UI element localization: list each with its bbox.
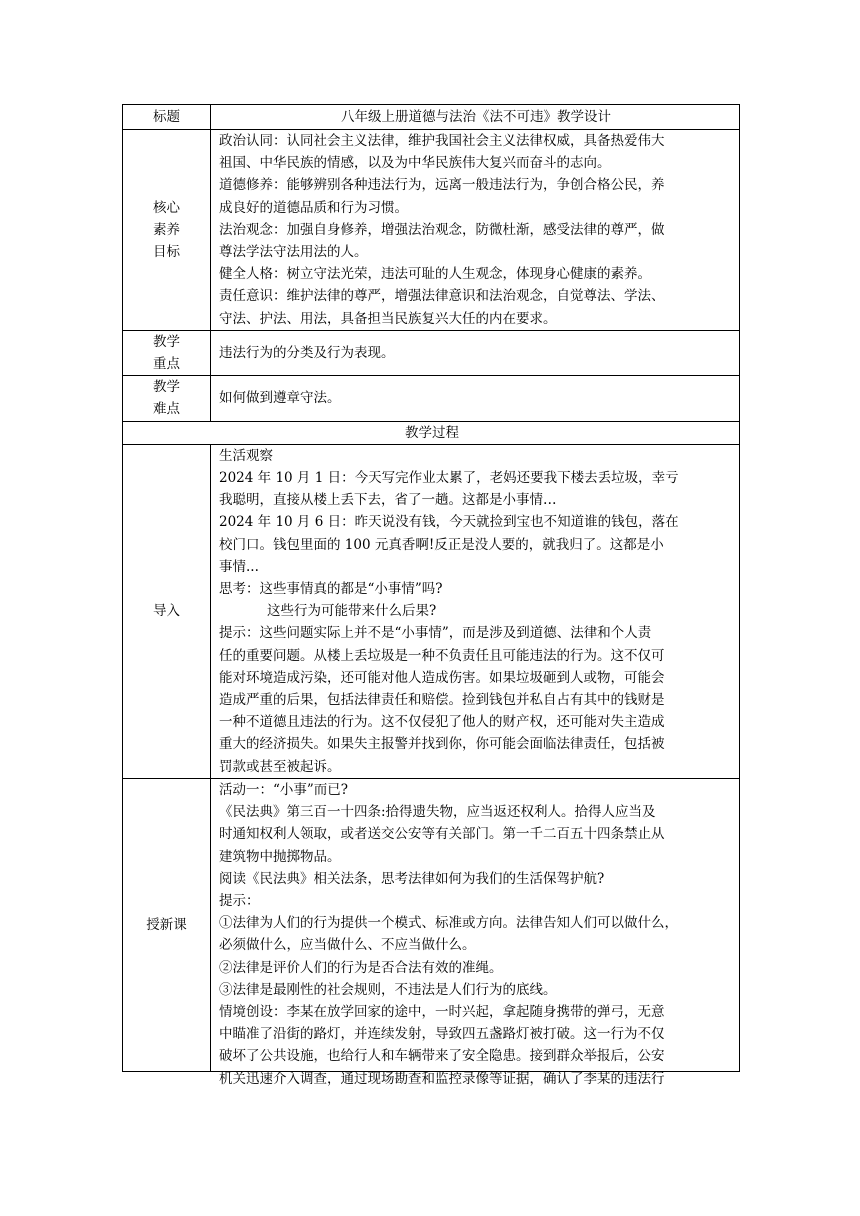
new-lesson-text-line: 《民法典》第三百一十四条:拾得遗失物，应当返还权利人。拾得人应当及: [219, 804, 656, 821]
new-lesson-clip: [219, 779, 733, 1087]
intro-text-line: 生活观察: [219, 447, 273, 464]
new-lesson-text-line: 建筑物中抛掷物品。: [219, 848, 341, 865]
new-lesson-text-line: 情境创设：李某在放学回家的途中，一时兴起，拿起随身携带的弹弓，无意: [219, 1003, 665, 1020]
new-lesson-label: 授新课: [123, 778, 211, 1071]
difficulty-content: 如何做到遵章守法。: [211, 376, 740, 421]
goals-text-line: 成良好的道德品质和行为习惯。: [219, 199, 408, 216]
intro-text-line: 我聪明，直接从楼上丢下去，省了一趟。这都是小事情…: [219, 492, 557, 509]
difficulty-label: [123, 376, 211, 421]
key-point-label-line: 重点: [153, 356, 180, 373]
goals-label-line: 目标: [153, 244, 180, 261]
difficulty-label-line: 教学: [153, 379, 180, 396]
new-lesson-text-line: 破坏了公共设施，也给行人和车辆带来了安全隐患。接到群众举报后，公安: [219, 1048, 665, 1065]
key-point-content: 违法行为的分类及行为表现。: [211, 330, 740, 375]
goals-text-line: 责任意识：维护法律的尊严，增强法律意识和法治观念，自觉尊法、学法、: [219, 288, 665, 305]
new-lesson-text-line: 必须做什么，应当做什么、不应当做什么。: [219, 937, 476, 954]
intro-text-line: 提示：这些问题实际上并不是“小事情”，而是涉及到道德、法律和个人责: [219, 625, 652, 642]
goals-label: [123, 130, 211, 331]
goals-text-line: 道德修养：能够辨别各种违法行为，远离一般违法行为，争创合格公民，养: [219, 177, 665, 194]
intro-content: [211, 444, 740, 778]
intro-row: [123, 444, 740, 778]
intro-text-line: 思考：这些事情真的都是“小事情”吗?: [219, 581, 443, 598]
intro-text-line: 2024 年 10 月 1 日：今天写完作业太累了，老妈还要我下楼去丢垃圾，幸亏: [219, 470, 679, 487]
new-lesson-text-line: ①法律为人们的行为提供一个模式、标准或方向。法律告知人们可以做什么，: [219, 915, 678, 932]
new-lesson-content: [211, 778, 740, 1087]
goals-text-line: 祖国、中华民族的情感，以及为中华民族伟大复兴而奋斗的志向。: [219, 155, 611, 172]
goals-text-line: 法治观念：加强自身修养，增强法治观念，防微杜渐，感受法律的尊严，做: [219, 221, 665, 238]
lesson-title: 八年级上册道德与法治《法不可违》教学设计: [211, 105, 740, 130]
new-lesson-text-line: 机关迅速介入调查，通过现场勘查和监控录像等证据，确认了李某的违法行: [219, 1070, 665, 1087]
title-row: [123, 105, 740, 130]
intro-text-line: 校门口。钱包里面的 100 元真香啊!反正是没人要的，就我归了。这都是小: [219, 536, 664, 553]
lesson-plan-table: [122, 104, 740, 1087]
goals-text-line: 政治认同：认同社会主义法律，维护我国社会主义法律权威，具备热爱伟大: [219, 133, 665, 149]
key-point-row: [123, 330, 740, 375]
difficulty-row: [123, 376, 740, 421]
new-lesson-text-line: 提示：: [219, 892, 260, 909]
goals-text-line: 健全人格：树立守法光荣，违法可耻的人生观念，体现身心健康的素养。: [219, 266, 651, 283]
goals-text-line: 守法、护法、用法，具备担当民族复兴大任的内在要求。: [219, 310, 557, 327]
key-point-label-line: 教学: [153, 333, 180, 350]
intro-text-line: 事情...: [219, 558, 259, 575]
key-point-label: [123, 330, 211, 375]
intro-text-line: 一种不道德且违法的行为。这不仅侵犯了他人的财产权，还可能对失主造成: [219, 714, 665, 731]
new-lesson-text-line: 中瞄准了沿街的路灯，并连续发射，导致四五盏路灯被打破。这一行为不仅: [219, 1026, 665, 1043]
intro-text-line: 能对环境造成污染，还可能对他人造成伤害。如果垃圾砸到人或物，可能会: [219, 669, 665, 686]
process-header: 教学过程: [123, 421, 740, 444]
intro-text-line: 这些行为可能带来什么后果?: [267, 603, 437, 620]
intro-text-line: 造成严重的后果，包括法律责任和赔偿。捡到钱包并私自占有其中的钱财是: [219, 692, 665, 709]
new-lesson-row: [123, 778, 740, 1071]
goals-label-line: 核心: [153, 199, 180, 216]
goals-content: [211, 130, 740, 331]
new-lesson-text-line: 阅读《民法典》相关法条，思考法律如何为我们的生活保驾护航?: [219, 870, 605, 887]
goals-label-line: 素养: [153, 221, 180, 238]
new-lesson-text-line: 活动一：“小事”而已?: [219, 781, 349, 798]
intro-label: 导入: [123, 444, 211, 778]
new-lesson-text-line: ②法律是评价人们的行为是否合法有效的准绳。: [219, 959, 503, 976]
goals-row: [123, 130, 740, 331]
process-header-row: [123, 421, 740, 444]
intro-text-line: 任的重要问题。从楼上丢垃圾是一种不负责任且可能违法的行为。这不仅可: [219, 647, 665, 664]
title-label: 标题: [123, 105, 211, 130]
goals-text-line: 尊法学法守法用法的人。: [219, 244, 368, 261]
intro-text-line: 重大的经济损失。如果失主报警并找到你，你可能会面临法律责任，包括被: [219, 736, 665, 753]
difficulty-label-line: 难点: [153, 401, 180, 418]
new-lesson-text-line: ③法律是最刚性的社会规则，不违法是人们行为的底线。: [219, 981, 557, 998]
intro-text-line: 2024 年 10 月 6 日：昨天说没有钱，今天就捡到宝也不知道谁的钱包，落在: [219, 514, 679, 531]
new-lesson-text-line: 时通知权利人领取，或者送交公安等有关部门。第一千二百五十四条禁止从: [219, 826, 665, 843]
intro-text-line: 罚款或甚至被起诉。: [219, 758, 341, 775]
